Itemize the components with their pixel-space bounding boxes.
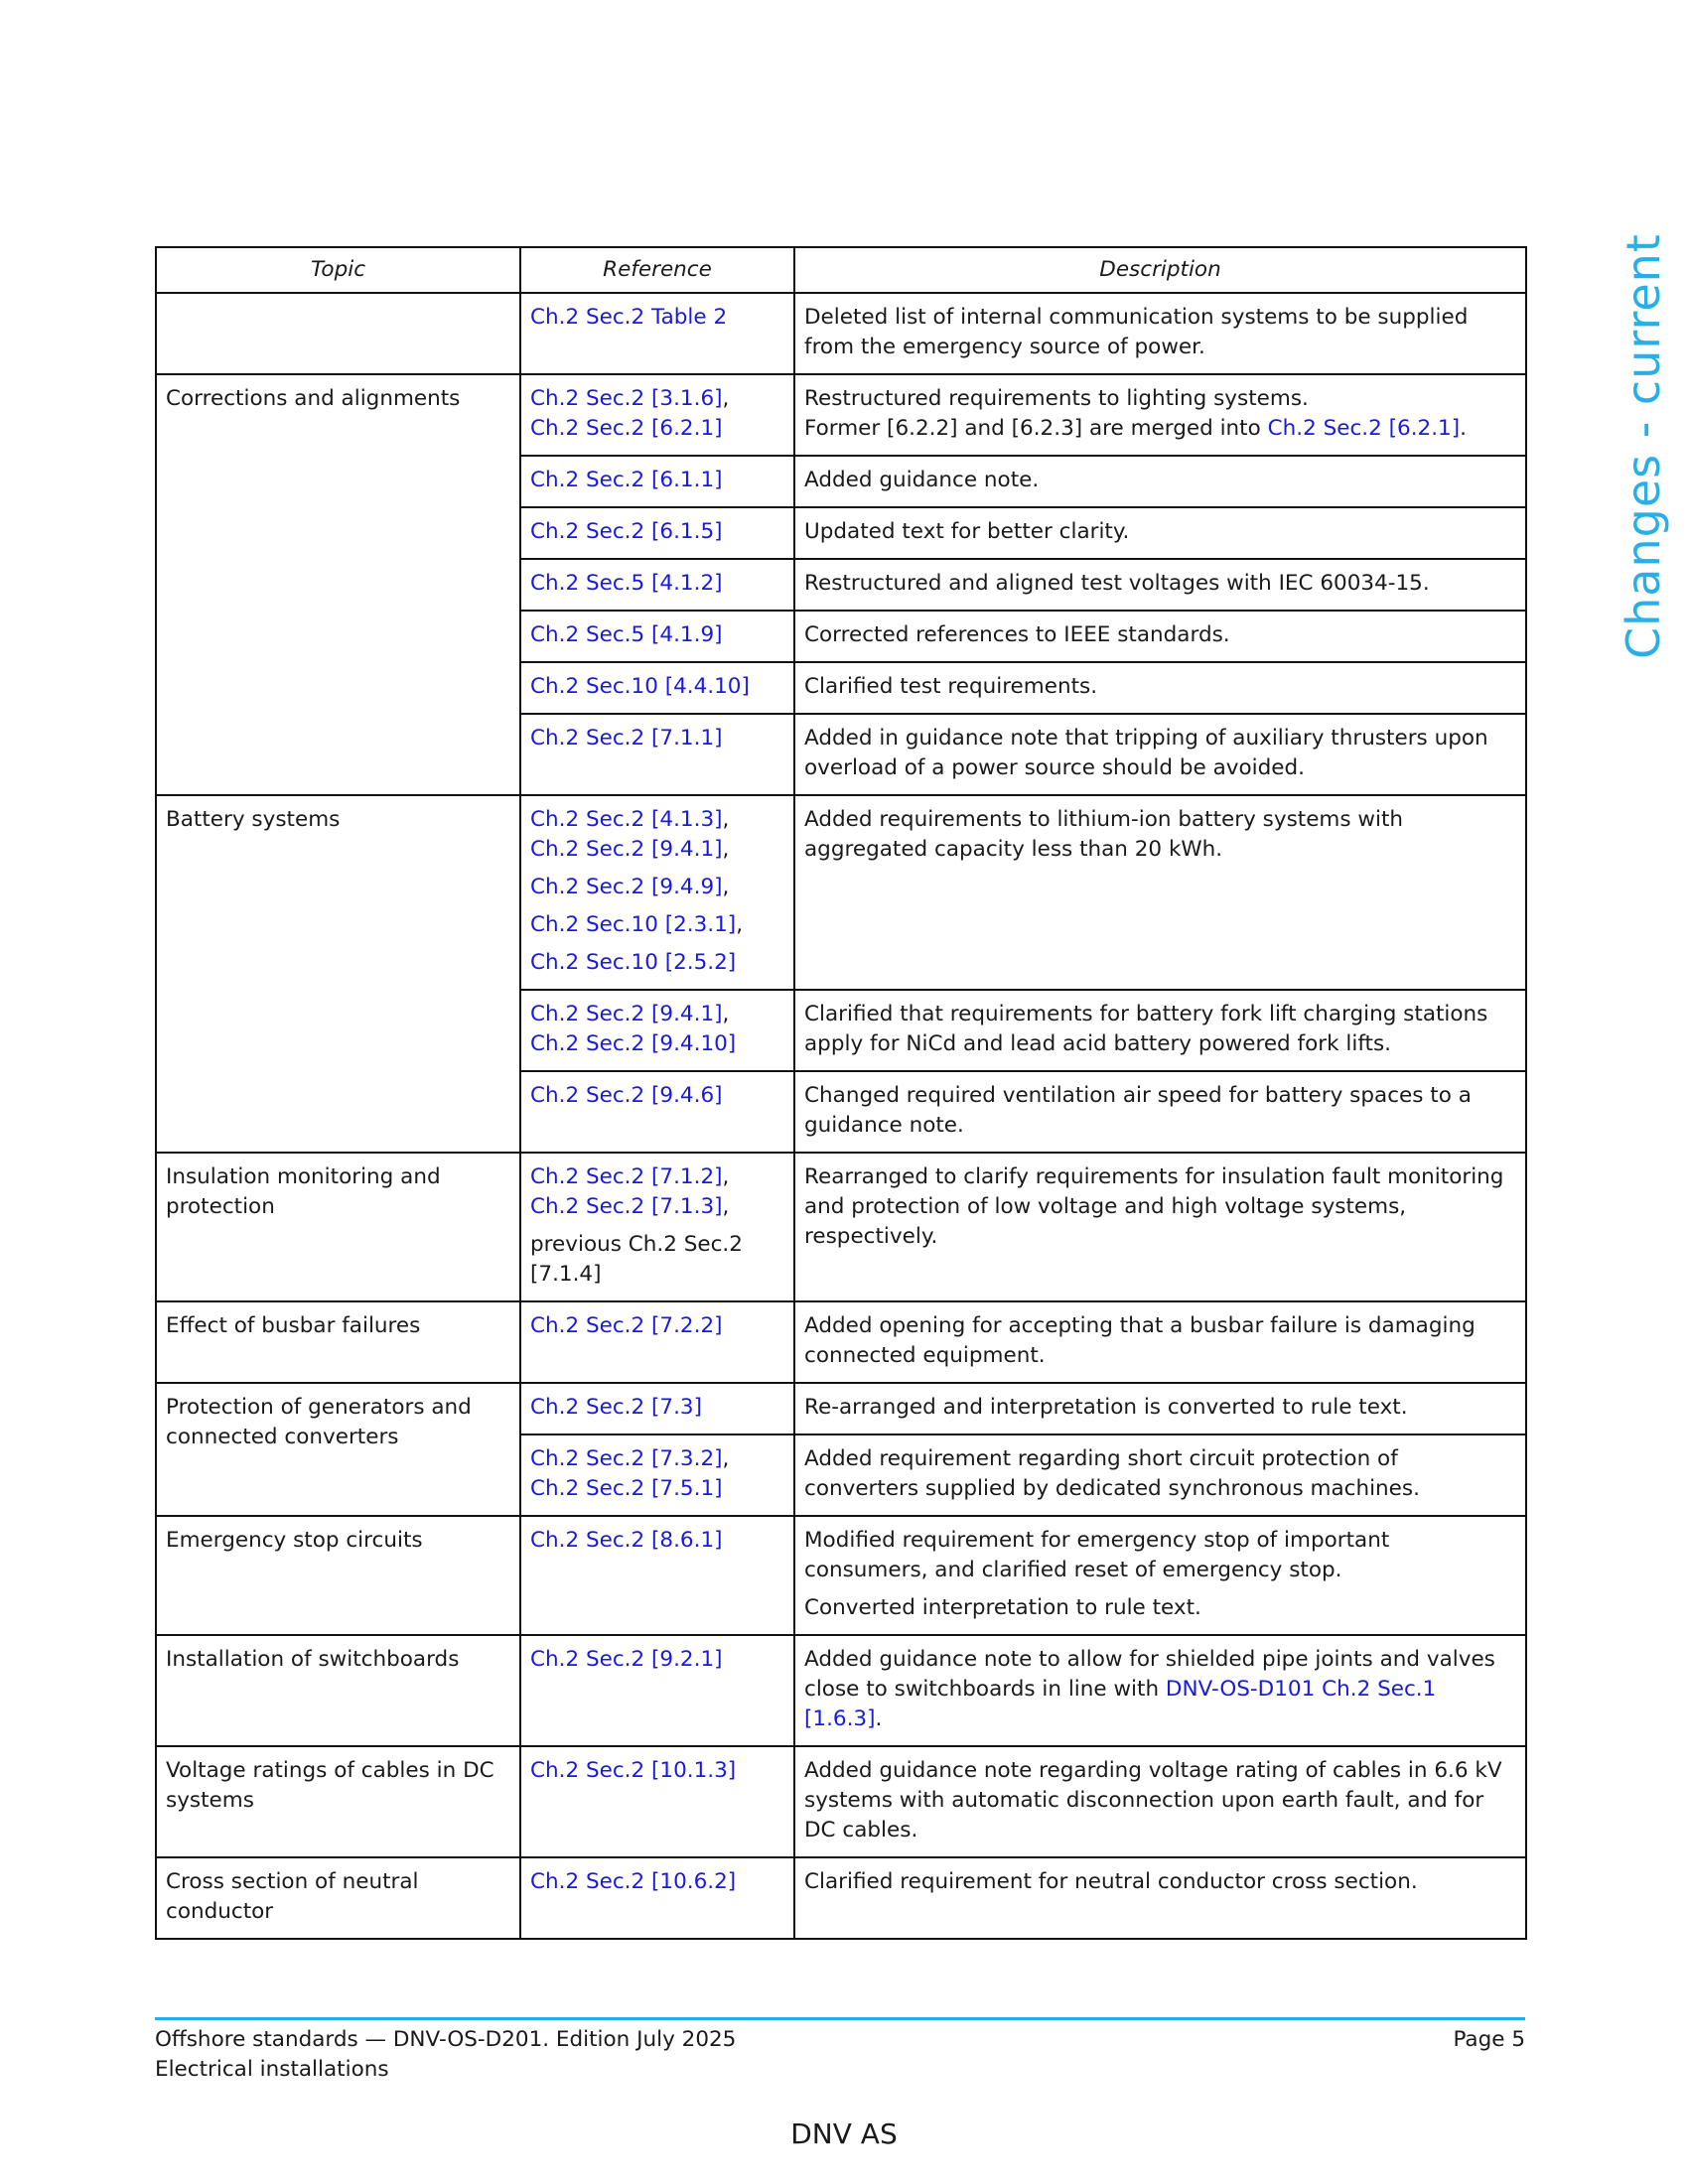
reference-link[interactable]: Ch.2 Sec.10 [2.5.2] — [530, 950, 737, 975]
reference-link[interactable]: Ch.2 Sec.5 [4.1.9] — [530, 622, 723, 647]
reference-cell: Ch.2 Sec.2 [9.4.1], Ch.2 Sec.2 [9.4.10] — [520, 990, 794, 1071]
description-cell: Added opening for accepting that a busbar failure is damaging connected equipment. — [794, 1301, 1526, 1383]
reference-link[interactable]: Ch.2 Sec.10 [2.3.1] — [530, 912, 737, 937]
reference-link[interactable]: Ch.2 Sec.2 [9.4.1] — [530, 837, 723, 862]
reference-link[interactable]: Ch.2 Sec.2 [9.4.10] — [530, 1031, 737, 1056]
description-cell: Corrected references to IEEE standards. — [794, 611, 1526, 662]
table-row — [156, 1746, 1526, 1857]
footer-document-subtitle: Electrical installations — [155, 2057, 389, 2082]
footer-standard-title: Offshore standards — DNV-OS-D201. Edition July 2025 — [155, 2027, 737, 2052]
table-row — [156, 1153, 1526, 1301]
reference-cell — [520, 507, 794, 559]
table-row — [156, 1635, 1526, 1746]
reference-link[interactable]: Ch.2 Sec.5 [4.1.2] — [530, 571, 723, 596]
reference-link[interactable]: Ch.2 Sec.2 [7.3] — [530, 1395, 702, 1420]
reference-cell — [520, 1071, 794, 1153]
reference-cell — [520, 1857, 794, 1939]
table-row — [156, 1301, 1526, 1383]
reference-cell — [520, 559, 794, 611]
reference-link[interactable]: Ch.2 Sec.2 [7.1.1] — [530, 726, 723, 751]
description-cell: Deleted list of internal communication systems to be supplied from the emergency source of power. — [794, 293, 1526, 374]
reference-cell — [520, 1746, 794, 1857]
table-row — [156, 795, 1526, 990]
reference-link[interactable]: Ch.2 Sec.2 [9.4.9] — [530, 875, 723, 899]
topic-cell: Voltage ratings of cables in DC systems — [156, 1746, 520, 1857]
reference-cell — [520, 456, 794, 507]
reference-cell — [520, 714, 794, 795]
reference-link[interactable]: Ch.2 Sec.2 [10.6.2] — [530, 1869, 737, 1894]
reference-link[interactable]: Ch.2 Sec.2 [6.1.5] — [530, 519, 723, 544]
reference-link[interactable]: Ch.2 Sec.2 [9.4.1] — [530, 1002, 723, 1026]
reference-link[interactable]: Ch.2 Sec.2 [8.6.1] — [530, 1528, 723, 1553]
reference-link[interactable]: Ch.2 Sec.2 [6.1.1] — [530, 468, 723, 492]
topic-cell: Protection of generators and connected converters — [156, 1383, 520, 1516]
table-row — [156, 293, 1526, 374]
reference-cell — [520, 662, 794, 714]
description-cell: Clarified requirement for neutral conductor cross section. — [794, 1857, 1526, 1939]
header-topic: Topic — [156, 247, 520, 293]
topic-cell: Effect of busbar failures — [156, 1301, 520, 1383]
reference-link[interactable]: Ch.2 Sec.2 [7.3.2] — [530, 1446, 723, 1471]
reference-cell — [520, 1516, 794, 1635]
description-text: Former [6.2.2] and [6.2.3] are merged into Ch.2 Sec.2 [6.2.1]. — [804, 416, 1467, 441]
reference-cell: Ch.2 Sec.2 [7.3.2], Ch.2 Sec.2 [7.5.1] — [520, 1434, 794, 1516]
description-text: Restructured requirements to lighting systems. — [804, 386, 1309, 411]
description-cell: Added requirement regarding short circuit protection of converters supplied by dedicated synchronous machines. — [794, 1434, 1526, 1516]
reference-link[interactable]: Ch.2 Sec.2 [7.5.1] — [530, 1476, 723, 1501]
reference-link[interactable]: Ch.2 Sec.2 [9.4.6] — [530, 1083, 723, 1108]
topic-cell: Emergency stop circuits — [156, 1516, 520, 1635]
reference-cell: Ch.2 Sec.2 [3.1.6], Ch.2 Sec.2 [6.2.1] — [520, 374, 794, 456]
reference-link[interactable]: Ch.2 Sec.10 [4.4.10] — [530, 674, 750, 699]
description-cell: Added requirements to lithium-ion battery systems with aggregated capacity less than 20 kWh. — [794, 795, 1526, 990]
reference-link[interactable]: Ch.2 Sec.2 [6.2.1] — [530, 416, 723, 441]
page-number: Page 5 — [1453, 2027, 1525, 2052]
description-text: Converted interpretation to rule text. — [804, 1595, 1201, 1620]
description-cell: Added in guidance note that tripping of auxiliary thrusters upon overload of a power source should be avoided. — [794, 714, 1526, 795]
header-description: Description — [794, 247, 1526, 293]
footer-document-info — [155, 2025, 736, 2085]
description-cell: Added guidance note regarding voltage rating of cables in 6.6 kV systems with automatic disconnection upon earth fault, and for DC cables. — [794, 1746, 1526, 1857]
description-cell: Clarified test requirements. — [794, 662, 1526, 714]
topic-cell: Corrections and alignments — [156, 374, 520, 795]
company-name: DNV AS — [790, 2117, 898, 2150]
topic-cell: Installation of switchboards — [156, 1635, 520, 1746]
topic-cell: Insulation monitoring and protection — [156, 1153, 520, 1301]
reference-cell — [520, 1383, 794, 1434]
reference-link[interactable]: Ch.2 Sec.2 Table 2 — [530, 305, 728, 330]
reference-cell — [520, 1635, 794, 1746]
reference-link[interactable]: Ch.2 Sec.2 [7.1.2] — [530, 1164, 723, 1189]
reference-cell: Ch.2 Sec.2 [4.1.3], Ch.2 Sec.2 [9.4.1], Ch.2 Sec.2 [9.4.9], Ch.2 Sec.10 [2.3.1], Ch.2 Sec.10 [2.5.2] — [520, 795, 794, 990]
reference-link[interactable]: DNV-OS-D101 Ch.2 Sec.1 [1.6.3] — [804, 1677, 1437, 1731]
description-cell: Rearranged to clarify requirements for insulation fault monitoring and protection of low voltage and high voltage systems, respectively. — [794, 1153, 1526, 1301]
reference-link[interactable]: Ch.2 Sec.2 [9.2.1] — [530, 1647, 723, 1672]
reference-link[interactable]: Ch.2 Sec.2 [10.1.3] — [530, 1758, 737, 1783]
reference-link[interactable]: Ch.2 Sec.2 [7.1.3] — [530, 1194, 723, 1219]
description-cell: Changed required ventilation air speed for battery spaces to a guidance note. — [794, 1071, 1526, 1153]
description-cell: Added guidance note to allow for shielded pipe joints and valves close to switchboards in line with DNV-OS-D101 Ch.2 Sec.1 [1.6.3]. — [794, 1635, 1526, 1746]
description-cell: Re-arranged and interpretation is converted to rule text. — [794, 1383, 1526, 1434]
description-cell: Added guidance note. — [794, 456, 1526, 507]
side-label: Changes - current — [1617, 233, 1670, 659]
topic-cell — [156, 293, 520, 374]
topic-cell: Battery systems — [156, 795, 520, 1153]
reference-link[interactable]: Ch.2 Sec.2 [6.2.1] — [1267, 416, 1461, 441]
table-row — [156, 1516, 1526, 1635]
reference-cell — [520, 1301, 794, 1383]
reference-cell: Ch.2 Sec.2 [7.1.2], Ch.2 Sec.2 [7.1.3], previous Ch.2 Sec.2 [7.1.4] — [520, 1153, 794, 1301]
table-row — [156, 1383, 1526, 1434]
footer-divider — [155, 2017, 1525, 2020]
reference-link[interactable]: Ch.2 Sec.2 [4.1.3] — [530, 807, 723, 832]
description-cell — [794, 374, 1526, 456]
changes-table — [155, 246, 1527, 1940]
reference-text: previous Ch.2 Sec.2 [7.1.4] — [530, 1232, 743, 1287]
reference-link[interactable]: Ch.2 Sec.2 [7.2.2] — [530, 1313, 723, 1338]
table-header-row — [156, 247, 1526, 293]
description-text: Modified requirement for emergency stop of important consumers, and clarified reset of emergency stop. — [804, 1528, 1390, 1582]
topic-cell: Cross section of neutral conductor — [156, 1857, 520, 1939]
reference-cell — [520, 293, 794, 374]
table-row — [156, 1857, 1526, 1939]
description-cell: Updated text for better clarity. — [794, 507, 1526, 559]
header-reference: Reference — [520, 247, 794, 293]
description-cell — [794, 1516, 1526, 1635]
table-row — [156, 374, 1526, 456]
description-cell: Restructured and aligned test voltages with IEC 60034-15. — [794, 559, 1526, 611]
reference-cell — [520, 611, 794, 662]
reference-link[interactable]: Ch.2 Sec.2 [3.1.6] — [530, 386, 723, 411]
description-cell: Clarified that requirements for battery fork lift charging stations apply for NiCd and lead acid battery powered fork lifts. — [794, 990, 1526, 1071]
